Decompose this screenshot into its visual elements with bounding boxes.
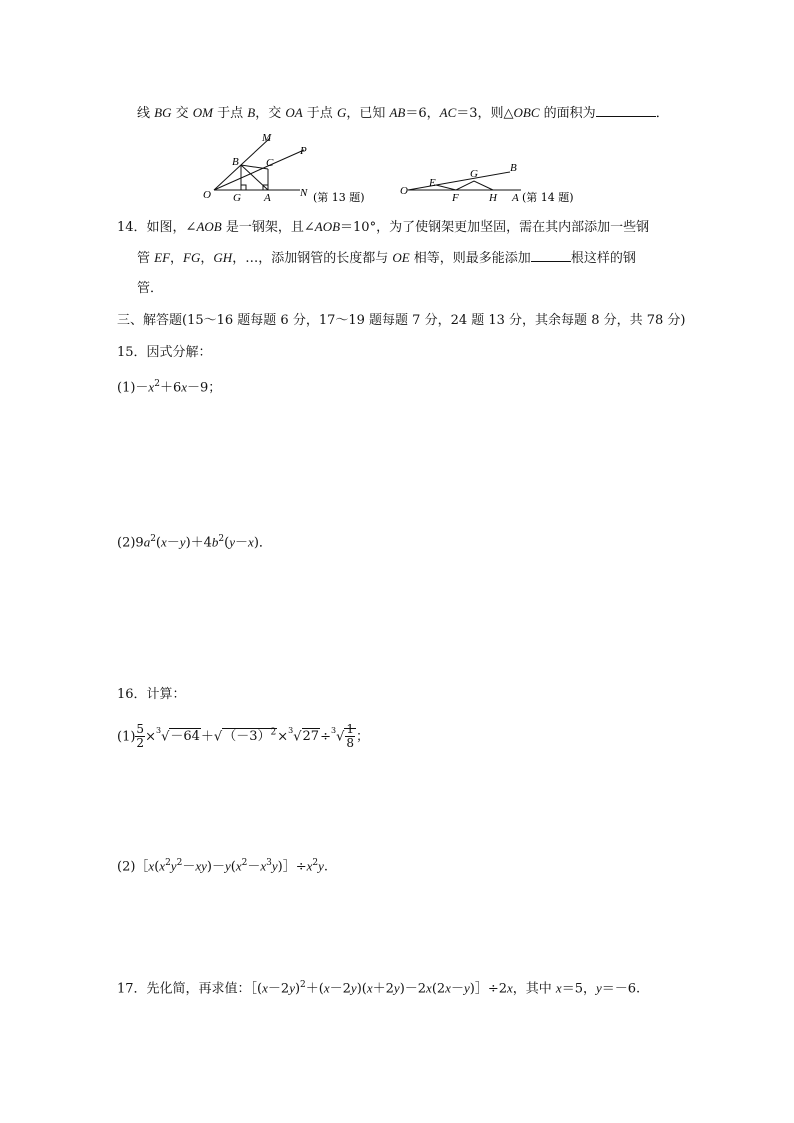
q17-line: 17．先化简，再求值：$[(x-2y)^2+(x-2y)(x+2y)-2x(2x-y)]\div 2x$，其中 x＝5，y＝－6. bbox=[117, 980, 641, 997]
q13-tail-line: 线 BG 交 OM 于点 B，交 OA 于点 G，已知 AB＝6，AC＝3，则△OBC 的面积为 ． bbox=[137, 105, 669, 121]
fig14-ray-ob bbox=[408, 172, 510, 190]
q15-part-1: $(1)-x^2+6x-9$； bbox=[117, 379, 222, 396]
fig13-label-b: B bbox=[232, 156, 239, 168]
fig13-label-g: G bbox=[233, 192, 241, 204]
fig14-caption: (第 14 题) bbox=[522, 191, 574, 204]
fig14-label-o: O bbox=[400, 185, 408, 197]
fig14-label-e: E bbox=[429, 177, 436, 189]
fig13-label-o: O bbox=[203, 189, 211, 201]
q14-line-1: 14．如图，∠AOB 是一钢架，且∠AOB＝10°，为了使钢架更加坚固，需在其内部添加一些钢 bbox=[117, 219, 650, 235]
section-3-heading: 三、解答题(15～16 题每题 6 分，17～19 题每题 7 分，24 题 13 分，其余每题 8 分，共 78 分) bbox=[117, 313, 686, 328]
q16-part-1: (1) $\frac{5}{2}$ $\times^3√-64+√(-3)^2\times^3√27\div^3√$ $\frac{1}{8}$ ； bbox=[117, 722, 370, 751]
fig14-label-a: A bbox=[512, 192, 519, 204]
fig14-label-h: H bbox=[489, 192, 497, 204]
fig13-right-angle-g bbox=[241, 185, 246, 190]
fig13-label-n: N bbox=[300, 187, 308, 199]
answer-blank-14[interactable] bbox=[531, 249, 571, 262]
q16-sqrt-neg3-sq: $(-3)^2$ bbox=[223, 728, 277, 745]
fig13-label-c: C bbox=[266, 157, 274, 169]
fig13-label-m: M bbox=[262, 132, 272, 144]
fig14-label-f: F bbox=[452, 192, 459, 204]
fig13-ray-op bbox=[214, 150, 304, 190]
q16-cbrt-one-eighth: $\frac{1}{8}$ bbox=[346, 722, 355, 751]
q15-title: 15．因式分解： bbox=[117, 345, 212, 360]
fig13-label-a: A bbox=[264, 192, 271, 204]
fig13-ray-om bbox=[214, 138, 270, 190]
q14-line-3: 管． bbox=[137, 281, 164, 296]
q15-part-2: $(2)9a^2(x-y)+4b^2(y-x)$． bbox=[117, 534, 272, 551]
answer-blank-13[interactable] bbox=[596, 104, 656, 117]
q16-title: 16．计算： bbox=[117, 687, 186, 702]
fig13-label-p: P bbox=[300, 145, 307, 157]
fig14-label-b: B bbox=[510, 162, 517, 174]
figure-14 bbox=[396, 160, 596, 208]
q16-part-2: $(2)[x(x^2y^2-xy)-y(x^2-x^3y)]\div x^2y$. bbox=[117, 858, 329, 875]
q14-line-2: 管 EF，FG，GH，…，添加钢管的长度都与 OE 相等，则最多能添加 根这样的钢 bbox=[137, 250, 636, 266]
fig14-zigzag bbox=[436, 181, 493, 190]
q16-fraction-5-2: $\frac{5}{2}$ bbox=[136, 722, 145, 751]
figure-13 bbox=[198, 128, 398, 206]
fig13-caption: (第 13 题) bbox=[313, 191, 365, 204]
fig14-label-g: G bbox=[470, 168, 478, 180]
